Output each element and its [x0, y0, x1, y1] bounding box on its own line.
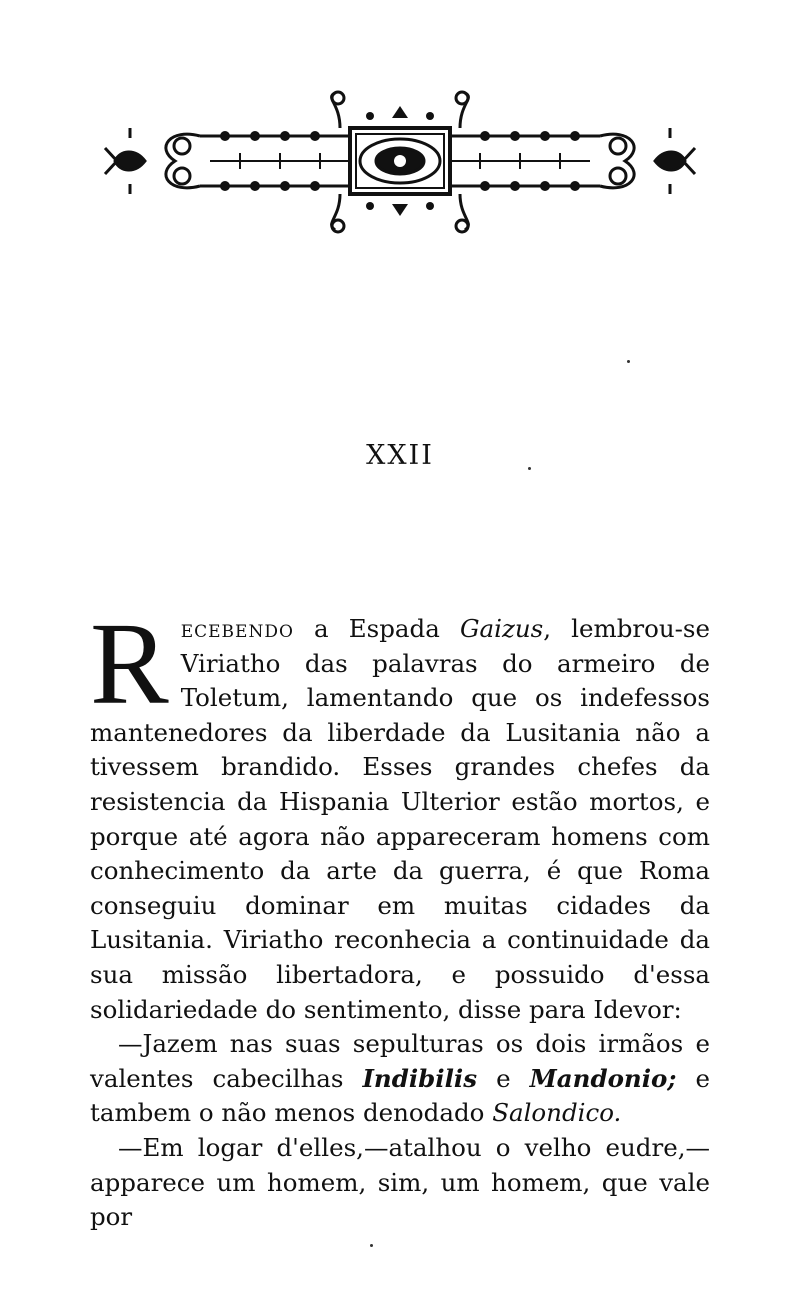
speck — [370, 1244, 373, 1247]
paragraph-2: —Jazem nas suas sepulturas os dois irmãos e valentes cabecilhas Indibilis e Mandonio; e tambem o não menos denodado Salondico. — [90, 1029, 711, 1128]
italic-name: Indibilis — [362, 1063, 478, 1093]
speck — [627, 360, 630, 363]
italic-name: Salondico. — [492, 1098, 622, 1128]
body-text — [90, 598, 711, 1235]
chapter-number: XXII — [366, 440, 434, 471]
speck — [528, 467, 531, 470]
italic-name: Mandonio; — [529, 1063, 677, 1093]
drop-cap: R — [90, 598, 169, 729]
opening-small-caps: ecebendo — [180, 614, 294, 643]
italic-term: Gaizus — [459, 614, 544, 643]
decorative-headpiece-ornament — [100, 88, 700, 238]
paragraph-3: —Em logar d'elles,—atalhou o velho eudre,—apparece um homem, sim, um homem, que vale por — [90, 1132, 710, 1232]
paragraph-1: Recebendo a Espada Gaizus, lembrou-se Viriatho das palavras do armeiro de Toletum, lamentando que os indefessos mantenedores da liberdade da Lusitania não a tivessem brandido. Esses grandes chefes da resistencia da Hispania Ulterior estão mortos, e porque até agora não appareceram homens com conhecimento da arte da guerra, é que Roma conseguiu dominar em muitas cidades da Lusitania. Viriatho reconhecia a continuidade da sua missão libertadora, e possuido d'essa solidariedade do sentimento, disse para Idevor: — [90, 598, 710, 1024]
